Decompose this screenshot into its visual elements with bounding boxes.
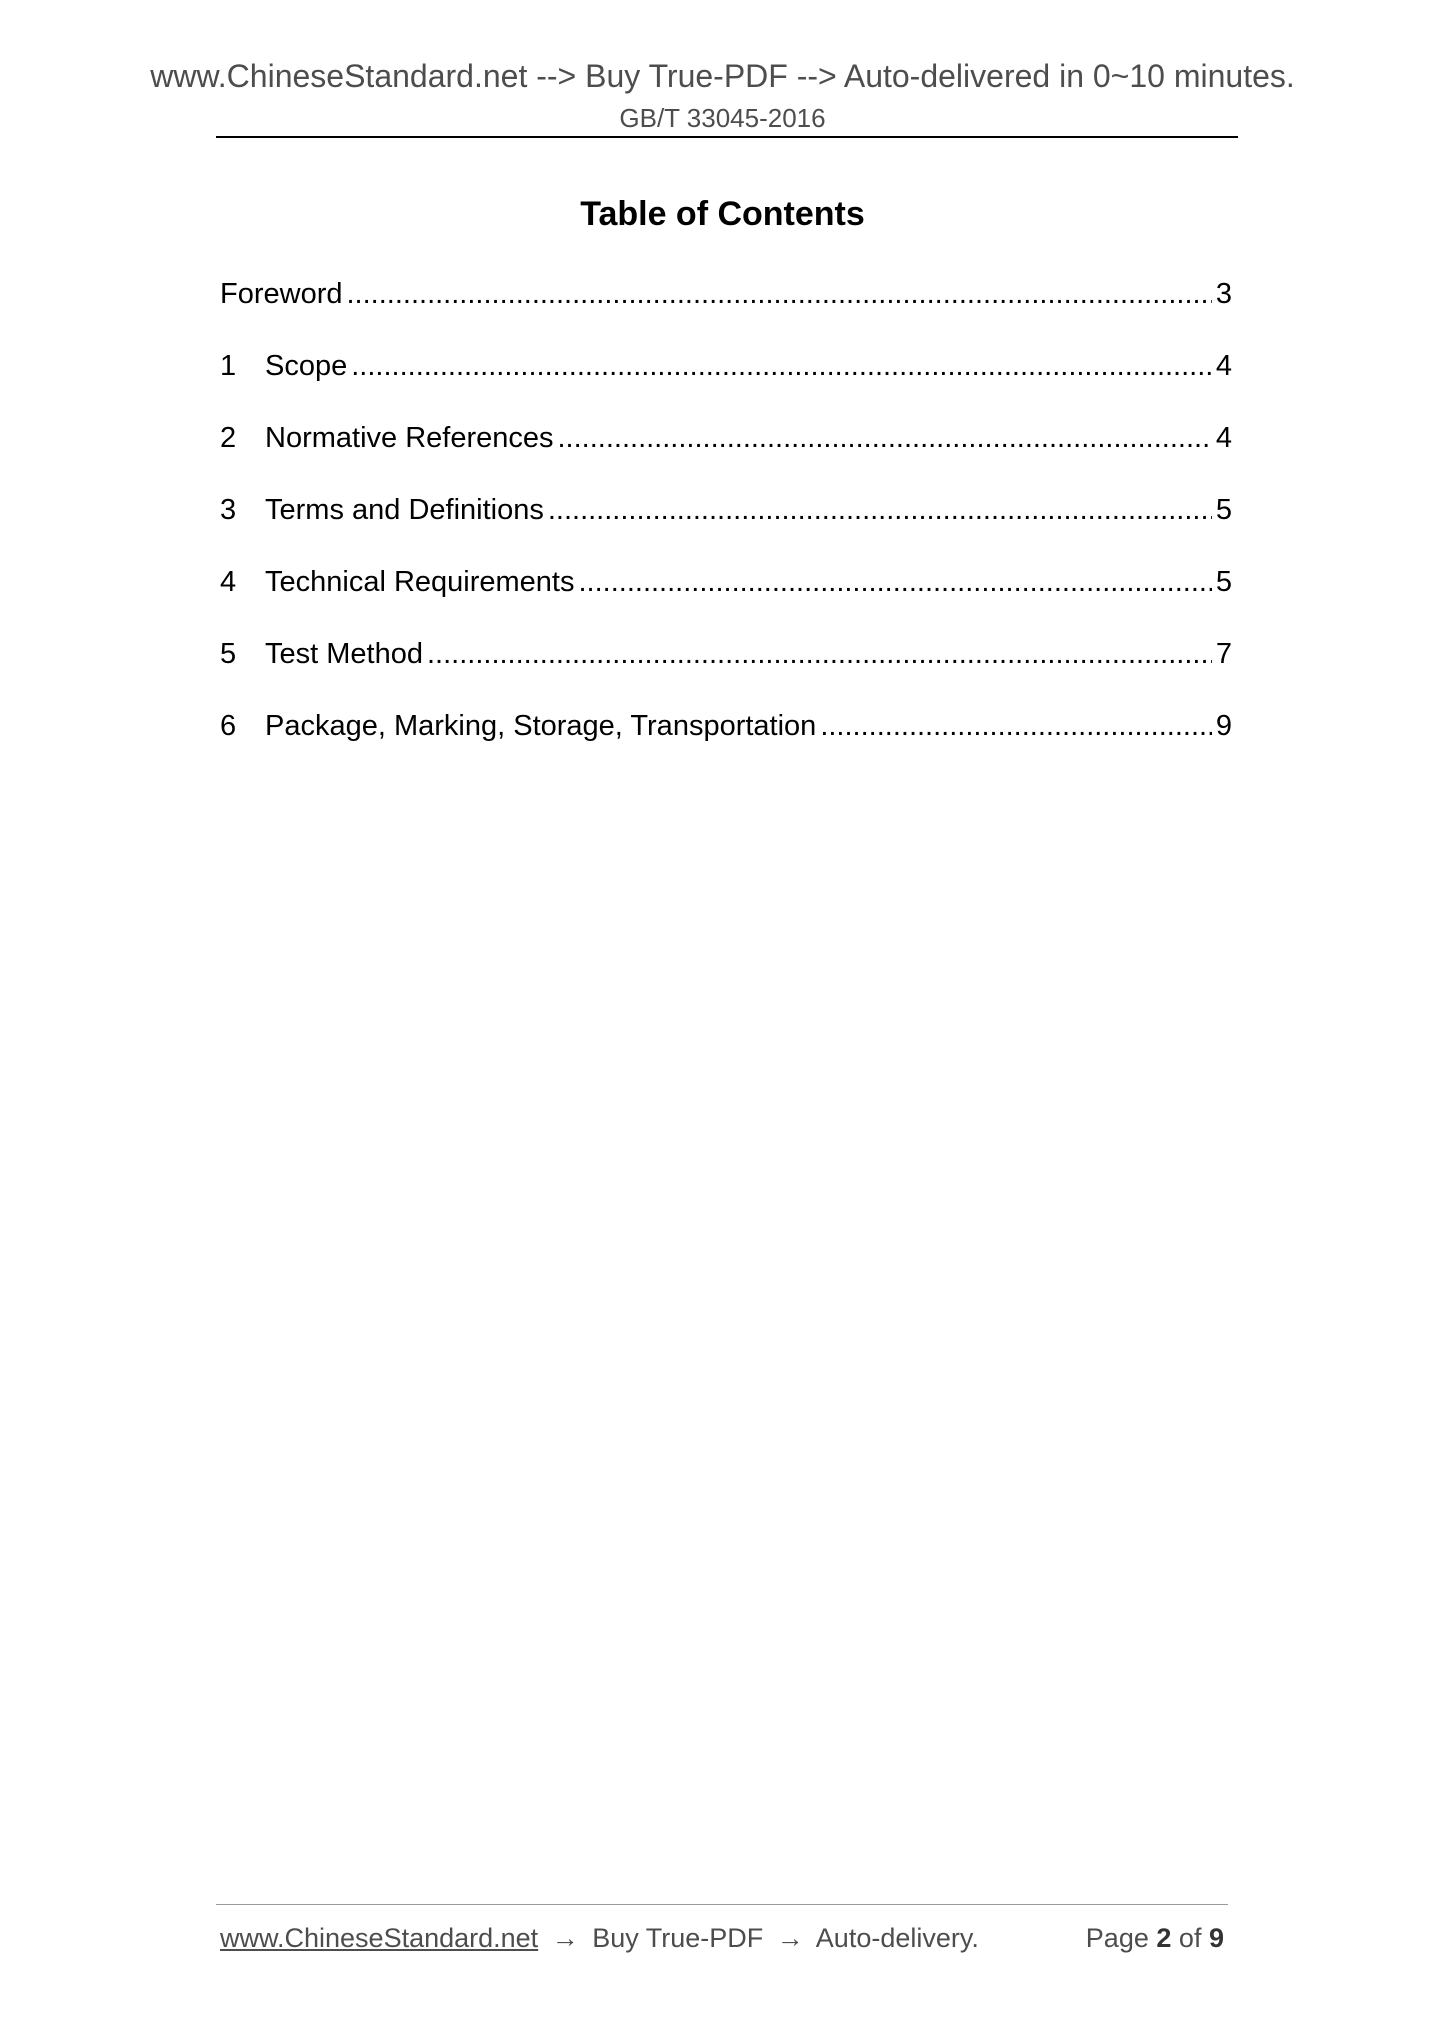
toc-leader-dots — [820, 708, 1212, 744]
toc-entry-page: 5 — [1215, 566, 1232, 598]
toc-entry-terms-and-definitions[interactable] — [220, 492, 1232, 564]
toc-leader-dots — [548, 492, 1212, 528]
footer-divider — [216, 1904, 1228, 1905]
footer-delivery-text: Auto-delivery. — [815, 1923, 979, 1953]
page-prefix: Page — [1085, 1923, 1149, 1953]
toc-leader-dots — [347, 276, 1212, 312]
toc-entry-number: 3 — [220, 494, 237, 526]
toc-entry-page: 9 — [1215, 710, 1232, 742]
right-arrow-icon: → — [776, 1923, 804, 1953]
toc-entry-number: 1 — [220, 350, 237, 382]
page-indicator — [1086, 1920, 1224, 1956]
page-total: 9 — [1208, 1923, 1224, 1953]
header-banner: www.ChineseStandard.net --> Buy True-PDF --> Auto-delivered in 0~10 minutes. — [150, 58, 1295, 94]
toc-entry-page: 5 — [1215, 494, 1232, 526]
page-footer — [220, 1920, 1228, 1960]
toc-title: Table of Contents — [580, 195, 865, 233]
right-arrow-icon: → — [551, 1923, 579, 1953]
header-divider — [216, 136, 1238, 138]
toc-leader-dots — [578, 564, 1211, 600]
toc-entry-number: 6 — [220, 710, 237, 742]
toc-entry-page: 7 — [1215, 638, 1232, 670]
toc-entry-page: 3 — [1215, 278, 1232, 310]
toc-entry-page: 4 — [1215, 350, 1232, 382]
toc-entry-scope[interactable] — [220, 348, 1232, 420]
toc-entry-package-marking-storage-transportation[interactable] — [220, 708, 1232, 780]
toc-list — [220, 276, 1232, 780]
toc-entry-label: Foreword — [220, 278, 343, 310]
toc-entry-number: 4 — [220, 566, 237, 598]
toc-entry-foreword[interactable] — [220, 276, 1232, 348]
toc-entry-test-method[interactable] — [220, 636, 1232, 708]
toc-entry-label: Package, Marking, Storage, Transportation — [265, 710, 817, 742]
toc-entry-label: Terms and Definitions — [265, 494, 544, 526]
toc-entry-label: Normative References — [265, 422, 554, 454]
toc-leader-dots — [351, 348, 1212, 384]
footer-promo — [220, 1920, 979, 1956]
page-current: 2 — [1156, 1923, 1172, 1953]
toc-entry-label: Technical Requirements — [265, 566, 575, 598]
toc-entry-page: 4 — [1215, 422, 1232, 454]
toc-entry-number: 2 — [220, 422, 237, 454]
toc-entry-technical-requirements[interactable] — [220, 564, 1232, 636]
footer-buy-text: Buy True-PDF — [592, 1923, 764, 1953]
toc-entry-normative-references[interactable] — [220, 420, 1232, 492]
toc-leader-dots — [427, 636, 1212, 672]
footer-site-link[interactable]: www.ChineseStandard.net — [220, 1923, 539, 1953]
page-of: of — [1178, 1923, 1202, 1953]
toc-entry-label: Test Method — [265, 638, 423, 670]
toc-entry-number: 5 — [220, 638, 237, 670]
toc-entry-label: Scope — [265, 350, 348, 382]
document-number: GB/T 33045-2016 — [619, 103, 826, 133]
toc-leader-dots — [558, 420, 1212, 456]
